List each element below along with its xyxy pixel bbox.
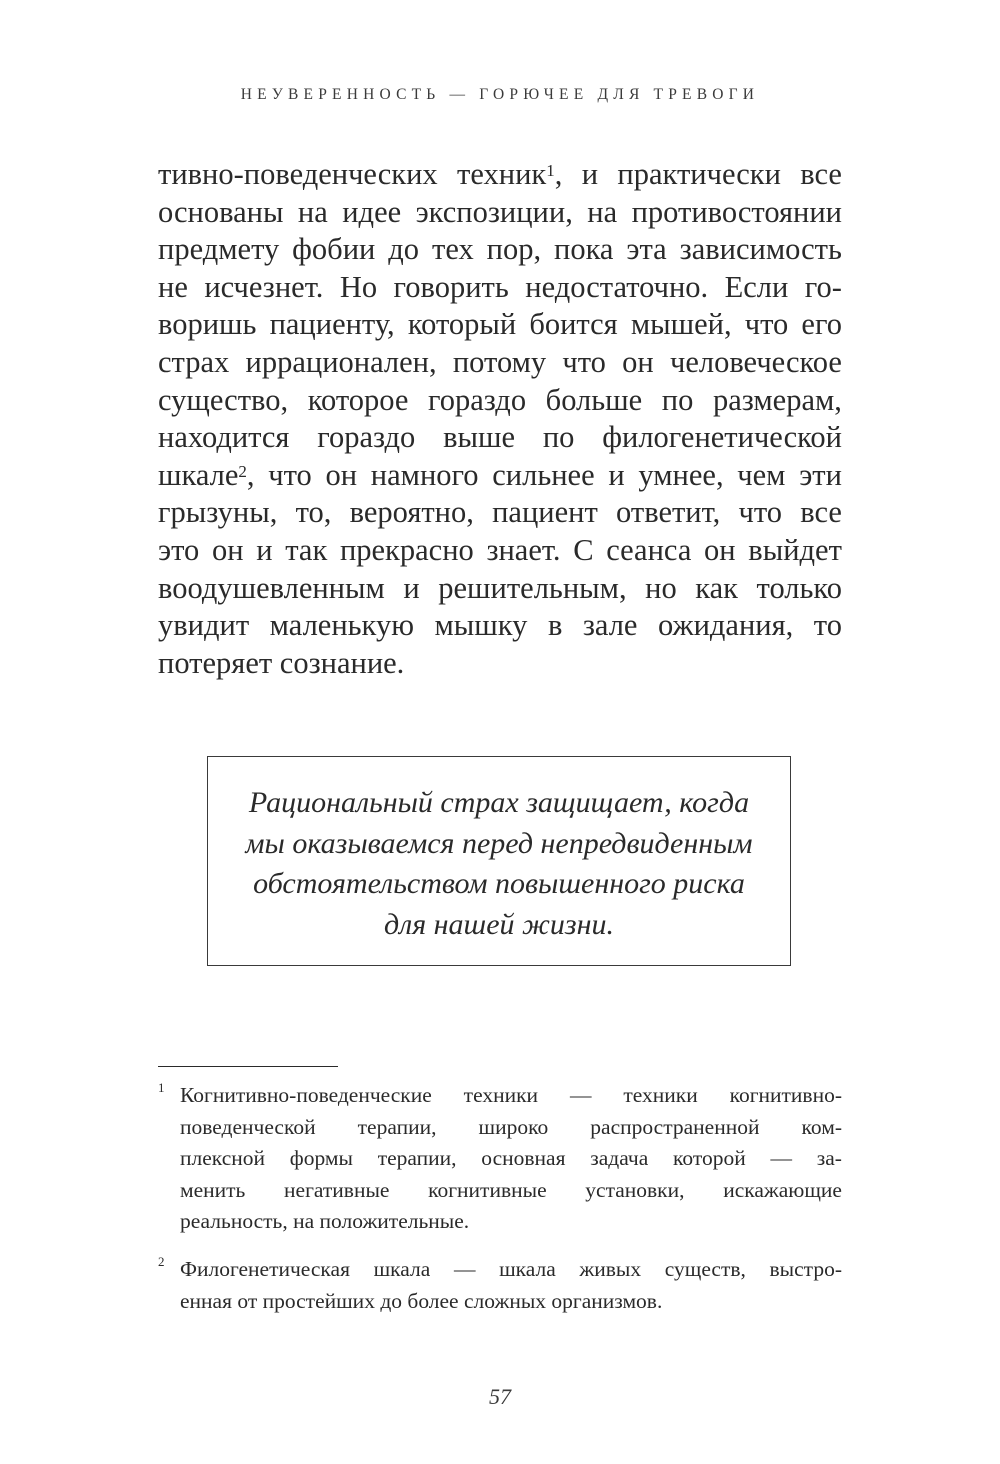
footnote-divider xyxy=(158,1066,338,1067)
body-line-6: страх иррационален, потому что он человеческое xyxy=(158,344,842,379)
quote-line-4: для нашей жизни. xyxy=(383,907,615,941)
footnote-1 xyxy=(158,1080,842,1238)
body-line-11: это он и так прекрасно знает. С сеанса он выйдет xyxy=(158,532,842,567)
main-body-text xyxy=(158,156,842,682)
quote-line-3: обстоятельством повышенного риска xyxy=(253,867,745,900)
pull-quote-text xyxy=(208,783,790,945)
body-line-1: тивно-поведенческих техник$^1$, и практически все xyxy=(158,157,842,191)
quote-line-1: Рациональный страх защищает, когда xyxy=(248,786,750,819)
footnote-1-marker: 1 xyxy=(158,1080,165,1095)
body-line-5: воришь пациенту, который боится мышей, что его xyxy=(158,307,842,342)
body-line-12: воодушевленным и решительным, но как только xyxy=(158,570,842,605)
body-line-8: находится гораздо выше по филогенетической xyxy=(158,420,842,455)
footnote-2-line-1: Филогенетическая шкала — шкала живых существ, выстро- xyxy=(180,1257,842,1281)
running-head: НЕУВЕРЕННОСТЬ — ГОРЮЧЕЕ ДЛЯ ТРЕВОГИ xyxy=(240,86,760,103)
body-line-7: существо, которое гораздо больше по размерам, xyxy=(158,382,842,417)
body-line-3: предмету фобии до тех пор, пока эта зависимость xyxy=(158,232,842,267)
body-line-10: грызуны, то, вероятно, пациент ответит, что все xyxy=(158,495,842,530)
footnote-1-line-5: реальность, на положительные. xyxy=(180,1209,470,1234)
body-line-2: основаны на идее экспозиции, на противостоянии xyxy=(158,194,842,229)
body-line-13: увидит маленькую мышку в зале ожидания, то xyxy=(158,608,842,643)
footnote-ref-1[interactable]: 1 xyxy=(546,161,555,180)
footnote-2-line-2: енная от простейших до более сложных организмов. xyxy=(180,1288,663,1313)
page-number: 57 xyxy=(489,1384,511,1409)
body-line-14: потеряет сознание. xyxy=(158,645,405,680)
footnote-1-body xyxy=(180,1080,842,1238)
pull-quote-box xyxy=(207,756,791,966)
footnote-1-line-3: плексной формы терапии, основная задача которой — за- xyxy=(180,1146,842,1171)
footnote-2 xyxy=(158,1254,842,1317)
body-line-9: шкале$^2$, что он намного сильнее и умнее, чем эти xyxy=(158,457,842,492)
footnote-1-line-2: поведенческой терапии, широко распространенной ком- xyxy=(180,1114,842,1139)
quote-line-2: мы оказываемся перед непредвиденным xyxy=(245,826,753,860)
footnote-ref-2[interactable]: 2 xyxy=(238,461,247,481)
footnote-1-line-1: Когнитивно-поведенческие техники — техники когнитивно- xyxy=(180,1083,842,1107)
body-line-4: не исчезнет. Но говорить недостаточно. Если го- xyxy=(158,269,842,304)
footnote-2-body xyxy=(180,1254,842,1317)
footnote-2-marker: 2 xyxy=(158,1254,165,1269)
footnote-1-line-4: менить негативные когнитивные установки, искажающие xyxy=(180,1177,842,1202)
